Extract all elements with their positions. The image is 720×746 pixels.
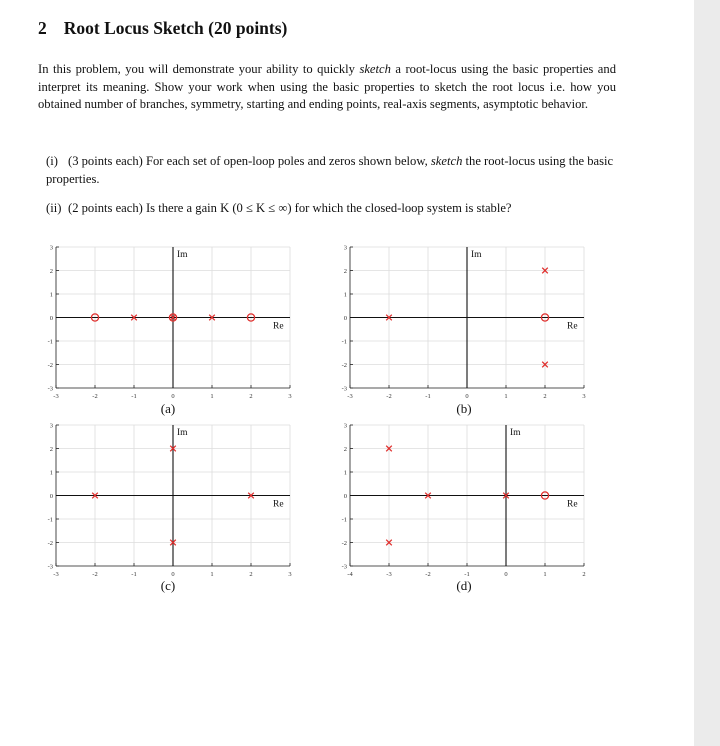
y-tick-label: 3 (343, 422, 347, 430)
item-i-label: (i) (46, 154, 58, 168)
re-axis-label: Re (273, 321, 284, 332)
y-tick-label: -1 (341, 338, 347, 346)
x-tick-label: -3 (386, 571, 392, 578)
re-axis-label: Re (273, 499, 284, 510)
y-tick-label: -2 (341, 362, 347, 369)
y-tick-label: -1 (341, 516, 347, 524)
plot-c (44, 418, 302, 582)
y-tick-label: 0 (49, 493, 53, 500)
y-tick-label: 3 (49, 244, 53, 252)
y-tick-label: -2 (47, 540, 53, 547)
caption-a: (a) (160, 401, 176, 416)
caption-b: (b) (456, 401, 472, 416)
section-heading (38, 18, 287, 39)
im-axis-label: Im (471, 250, 482, 260)
intro-paragraph (38, 61, 616, 114)
question-item-i (46, 153, 616, 188)
item-i-text-1: (3 points each) For each set of open-loop poles and zeros shown below, (68, 154, 431, 168)
x-tick-label: -4 (347, 571, 353, 578)
intro-text-2: a root-locus using the basic properties and interpret its meaning. Show your work when using the basic properties to sketch the root locus i.e. how you obtained number of branches, symmetry, starting and ending points, real-axis segments, asymptotic behavior. (38, 62, 616, 111)
x-tick-label: -1 (131, 393, 137, 400)
x-tick-label: 0 (465, 393, 469, 400)
item-ii-text: (2 points each) Is there a gain K (0 ≤ K ≤ ∞) for which the closed-loop system is stable? (68, 201, 512, 215)
x-tick-label: -1 (425, 393, 431, 400)
y-tick-label: -3 (341, 563, 347, 571)
item-ii-label: (ii) (46, 201, 62, 215)
y-tick-label: 1 (343, 469, 347, 477)
question-item-ii (46, 200, 616, 218)
y-tick-label: 0 (49, 315, 53, 322)
y-tick-label: -2 (47, 362, 53, 369)
y-tick-label: 2 (343, 268, 347, 275)
y-tick-label: -3 (47, 563, 53, 571)
y-tick-label: 2 (49, 446, 53, 453)
y-tick-label: 3 (49, 422, 53, 430)
y-tick-label: 1 (343, 291, 347, 299)
item-i-text-2: the root-locus using the basic properties. (46, 154, 614, 186)
x-tick-label: 1 (210, 393, 214, 400)
y-tick-label: -3 (341, 385, 347, 393)
root-locus-plot-svg (44, 240, 302, 404)
x-tick-label: 1 (210, 571, 214, 578)
x-tick-label: -2 (92, 393, 98, 400)
y-tick-label: -3 (47, 385, 53, 393)
y-tick-label: -1 (47, 338, 53, 346)
plot-b (338, 240, 596, 404)
x-tick-label: 3 (288, 571, 292, 578)
x-tick-label: 1 (543, 571, 547, 578)
x-tick-label: -2 (92, 571, 98, 578)
y-tick-label: 2 (343, 446, 347, 453)
plot-a (44, 240, 302, 404)
y-tick-label: 1 (49, 469, 53, 477)
im-axis-label: Im (510, 428, 521, 438)
x-tick-label: -3 (347, 393, 353, 400)
x-tick-label: 0 (504, 571, 508, 578)
x-tick-label: 3 (288, 393, 292, 400)
re-axis-label: Re (567, 321, 578, 332)
x-tick-label: 2 (249, 571, 253, 578)
x-tick-label: 2 (543, 393, 547, 400)
x-tick-label: 2 (249, 393, 253, 400)
x-tick-label: 0 (171, 571, 175, 578)
root-locus-plot-svg (338, 240, 596, 404)
y-tick-label: 0 (343, 315, 347, 322)
intro-emphasis: sketch (359, 62, 391, 76)
re-axis-label: Re (567, 499, 578, 510)
section-number: 2 (38, 18, 47, 38)
y-tick-label: -1 (47, 516, 53, 524)
intro-text-1: In this problem, you will demonstrate your ability to quickly (38, 62, 360, 76)
y-tick-label: 2 (49, 268, 53, 275)
x-tick-label: 0 (171, 393, 175, 400)
section-title: Root Locus Sketch (20 points) (63, 18, 288, 38)
item-i-emphasis: sketch (430, 154, 463, 168)
x-tick-label: -1 (131, 571, 137, 578)
plot-d (338, 418, 596, 582)
root-locus-plot-svg (44, 418, 302, 582)
x-tick-label: 2 (582, 571, 586, 578)
x-tick-label: 3 (582, 393, 586, 400)
x-tick-label: -3 (53, 393, 59, 400)
y-tick-label: 1 (49, 291, 53, 299)
root-locus-plot-svg (338, 418, 596, 582)
y-tick-label: 0 (343, 493, 347, 500)
caption-d: (d) (456, 578, 472, 593)
x-tick-label: -1 (464, 571, 470, 578)
x-tick-label: -2 (425, 571, 431, 578)
im-axis-label: Im (177, 428, 188, 438)
caption-c: (c) (160, 578, 176, 593)
y-tick-label: 3 (343, 244, 347, 252)
y-tick-label: -2 (341, 540, 347, 547)
im-axis-label: Im (177, 250, 188, 260)
x-tick-label: 1 (504, 393, 508, 400)
x-tick-label: -3 (53, 571, 59, 578)
x-tick-label: -2 (386, 393, 392, 400)
